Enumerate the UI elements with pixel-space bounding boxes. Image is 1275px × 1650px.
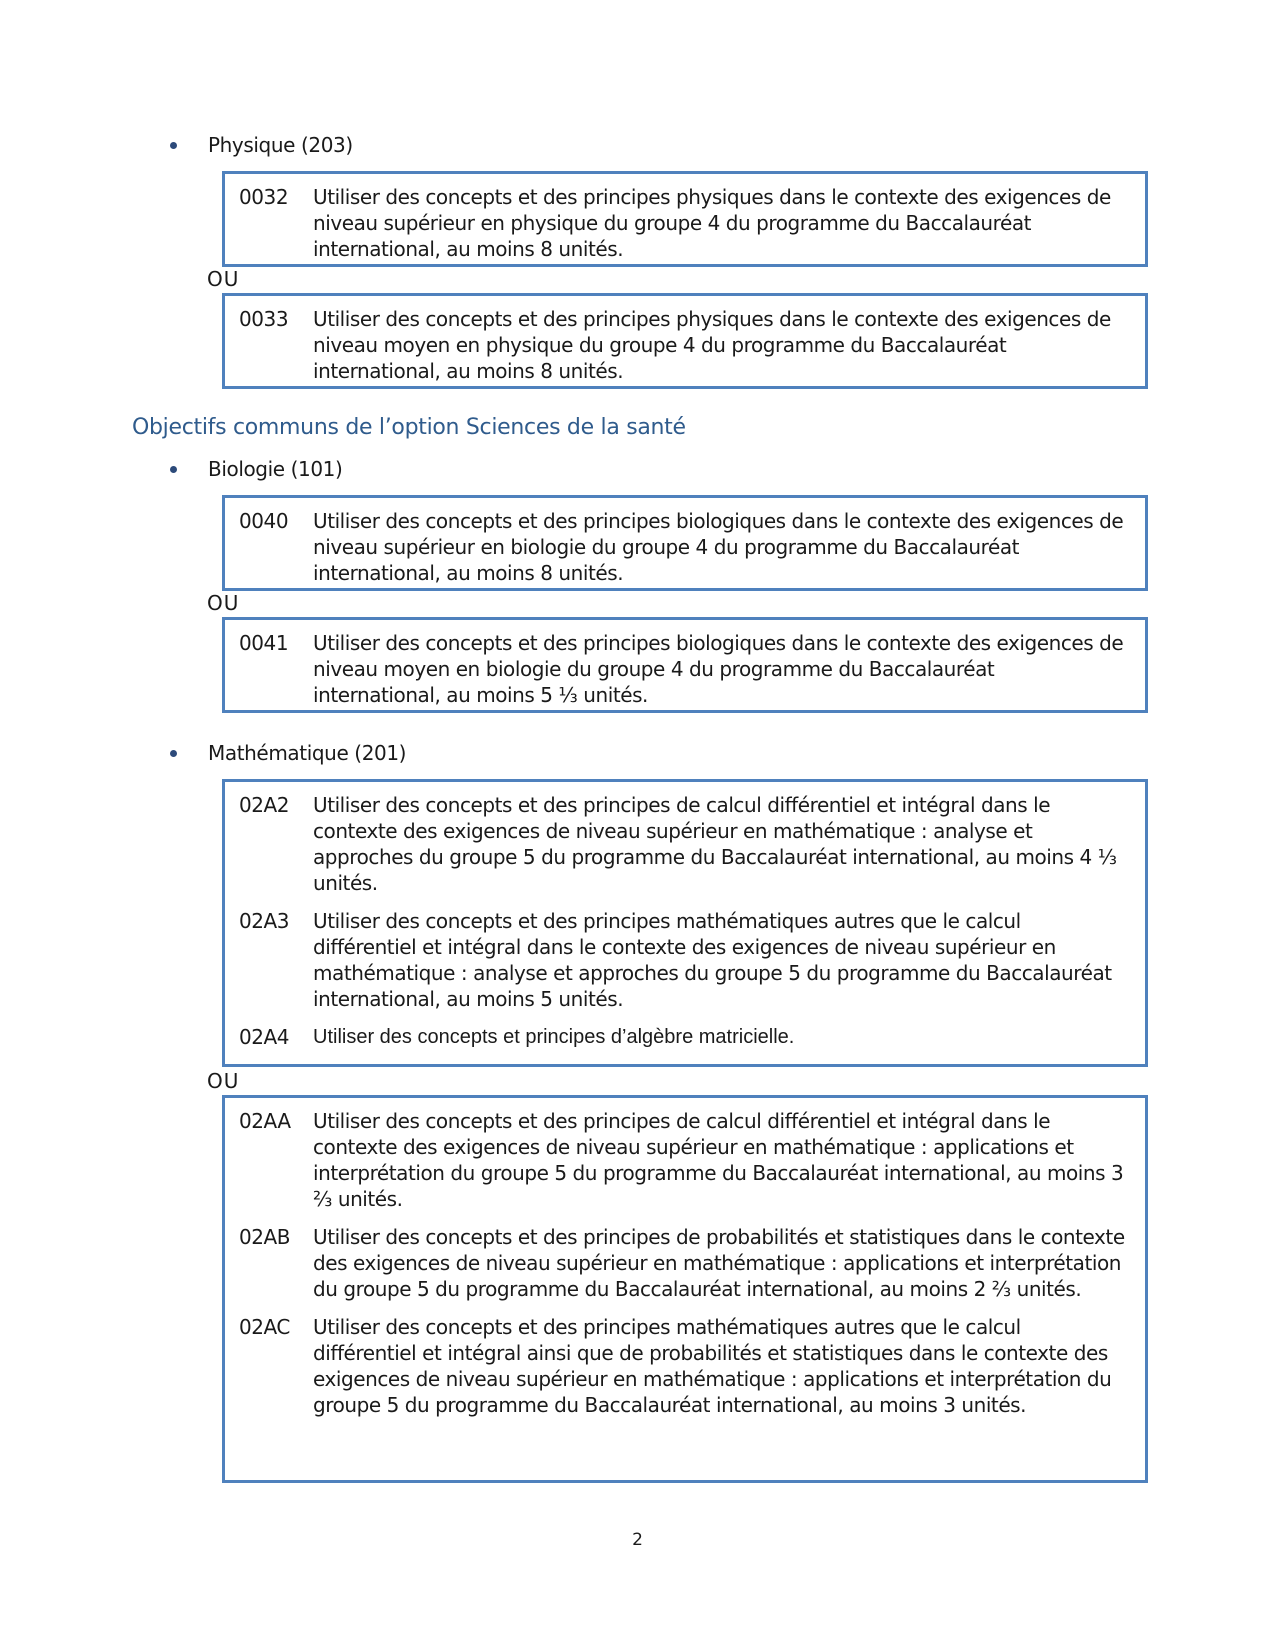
objective-text: Utiliser des concepts et des principes biologiques dans le contexte des exigences de niveau supérieur en biologie du groupe 4 du programme du Baccalauréat international, au moins 8 unités. [313, 509, 1124, 585]
objective-entry [225, 306, 1145, 384]
objective-code: 02AA [239, 1109, 291, 1133]
objective-code: 02A2 [239, 793, 290, 817]
objective-entry [225, 508, 1145, 586]
objective-code: 0033 [239, 307, 289, 331]
or-separator: OU [207, 591, 240, 615]
objective-text: Utiliser des concepts et des principes mathématiques autres que le calcul différentiel et intégral ainsi que de probabilités et statistiques dans le contexte des exigences de niveau supérieur en mathématique : applications et interprétation du groupe 5 du programme du Baccalauréat international, au moins 3 unités. [313, 1315, 1112, 1417]
bullet-icon [170, 466, 177, 473]
objective-code: 0040 [239, 509, 289, 533]
objective-entry [225, 1314, 1145, 1418]
objective-text: Utiliser des concepts et des principes de calcul différentiel et intégral dans le contexte des exigences de niveau supérieur en mathématique : applications et interprétation du groupe 5 du programme du Baccalauréat international, au moins 3 ⅔ unités. [313, 1109, 1124, 1211]
bullet-icon [170, 142, 177, 149]
objective-text: Utiliser des concepts et des principes physiques dans le contexte des exigences de niveau moyen en physique du groupe 4 du programme du Baccalauréat international, au moins 8 unités. [313, 307, 1111, 383]
objective-entry [225, 1024, 1145, 1050]
objective-entry [225, 908, 1145, 1012]
bullet-label: Biologie (101) [208, 457, 343, 481]
or-separator: OU [207, 267, 240, 291]
objective-code: 02AB [239, 1225, 291, 1249]
objective-box-mathematique-1 [222, 779, 1148, 1067]
objective-box-physique-2 [222, 293, 1148, 389]
objective-entry [225, 184, 1145, 262]
objective-box-biologie-2 [222, 617, 1148, 713]
objective-code: 02A3 [239, 909, 290, 933]
objective-text: Utiliser des concepts et des principes de probabilités et statistiques dans le contexte des exigences de niveau supérieur en mathématique : applications et interprétation du groupe 5 du programme du Baccalauréat international, au moins 2 ⅔ unités. [313, 1225, 1125, 1301]
or-separator: OU [207, 1069, 240, 1093]
objective-text: Utiliser des concepts et des principes biologiques dans le contexte des exigences de niveau moyen en biologie du groupe 4 du programme du Baccalauréat international, au moins 5 ⅓ unités. [313, 631, 1124, 707]
bullet-icon [170, 750, 177, 757]
bullet-label: Physique (203) [208, 133, 353, 157]
objective-entry [225, 1108, 1145, 1212]
objective-code: 0032 [239, 185, 289, 209]
objective-entry [225, 630, 1145, 708]
objective-text: Utiliser des concepts et des principes physiques dans le contexte des exigences de niveau supérieur en physique du groupe 4 du programme du Baccalauréat international, au moins 8 unités. [313, 185, 1111, 261]
objective-entry [225, 792, 1145, 896]
objective-code: 0041 [239, 631, 289, 655]
objective-text: Utiliser des concepts et des principes mathématiques autres que le calcul différentiel et intégral dans le contexte des exigences de niveau supérieur en mathématique : analyse et approches du groupe 5 du programme du Baccalauréat international, au moins 5 unités. [313, 909, 1112, 1011]
objective-box-mathematique-2 [222, 1095, 1148, 1483]
bullet-label: Mathématique (201) [208, 741, 407, 765]
objective-code: 02A4 [239, 1025, 290, 1049]
objective-code: 02AC [239, 1315, 290, 1339]
page-number: 2 [632, 1530, 643, 1550]
objective-entry [225, 1224, 1145, 1302]
objective-text: Utiliser des concepts et des principes de calcul différentiel et intégral dans le contexte des exigences de niveau supérieur en mathématique : analyse et approches du groupe 5 du programme du Baccalauréat international, au moins 4 ⅓ unités. [313, 793, 1117, 895]
objective-box-biologie-1 [222, 495, 1148, 591]
objective-text: Utiliser des concepts et principes d’algèbre matricielle. [313, 1026, 795, 1048]
section-heading: Objectifs communs de l’option Sciences de la santé [132, 415, 686, 440]
objective-box-physique-1 [222, 171, 1148, 267]
